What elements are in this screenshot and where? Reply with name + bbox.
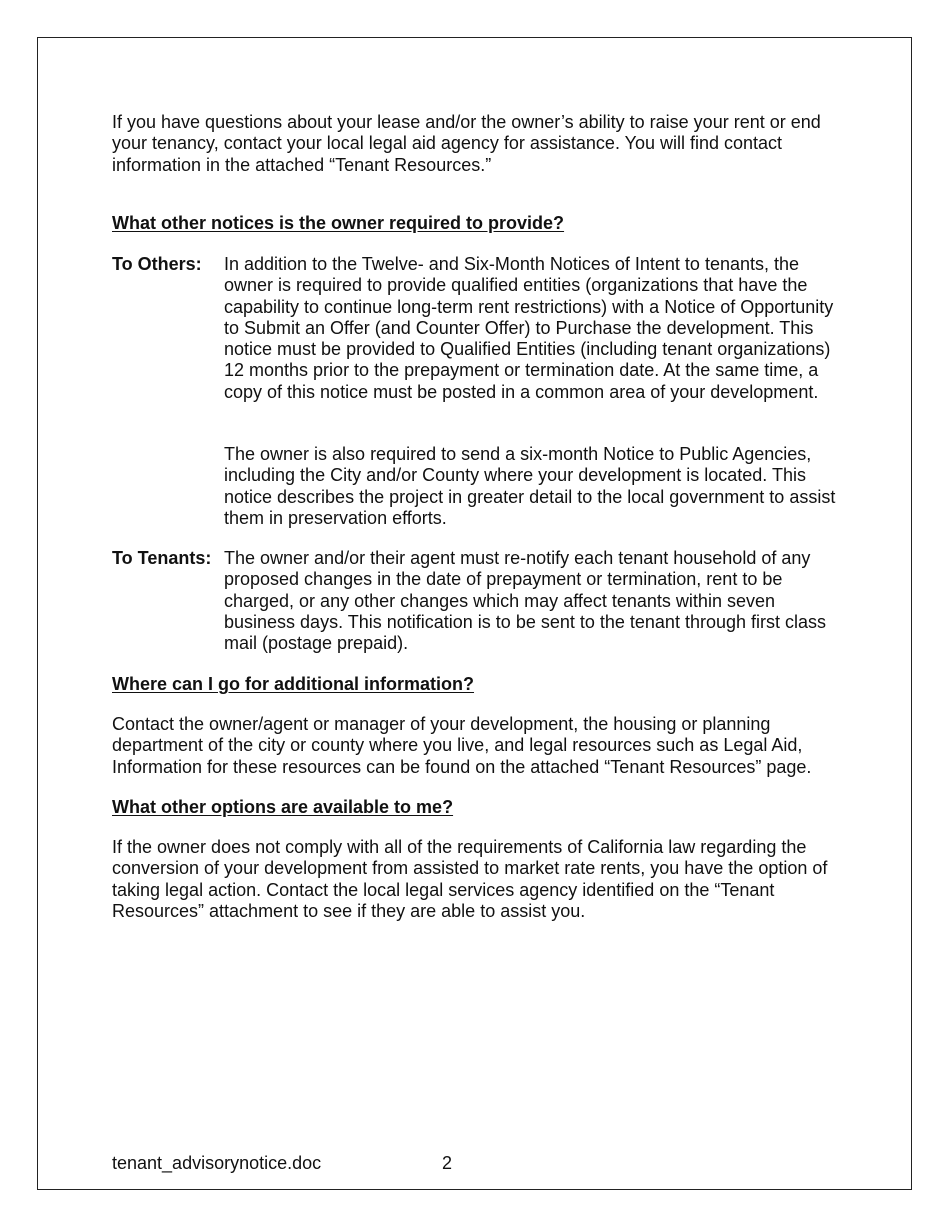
notices-heading: What other notices is the owner required to provide? (112, 213, 565, 233)
to-tenants-label: To Tenants: (112, 548, 212, 568)
additional-info-heading: Where can I go for additional information? (112, 674, 475, 694)
footer-filename: tenant_advisorynotice.doc (112, 1153, 322, 1173)
footer-page-number: 2 (442, 1153, 453, 1173)
additional-info-paragraph: Contact the owner/agent or manager of your development, the housing or planning department of the city or county where you live, and legal resources such as Legal Aid, Information for these resources can be found on the attached “Tenant Resources” page. (112, 714, 812, 777)
other-options-heading: What other options are available to me? (112, 797, 454, 817)
to-others-paragraph-1: In addition to the Twelve- and Six-Month Notices of Intent to tenants, the owner is required to provide qualified entities (organizations that have the capability to continue long-term rent restrictions) with a Notice of Opportunity to Submit an Offer (and Counter Offer) to Purchase the development. This notice must be provided to Qualified Entities (including tenant organizations) 12 months prior to the prepayment or termination date. At the same time, a copy of this notice must be posted in a common area of your development. (224, 254, 834, 402)
to-tenants-paragraph: The owner and/or their agent must re-notify each tenant household of any proposed changes in the date of prepayment or termination, rent to be charged, or any other changes which may affect tenants within seven business days. This notification is to be sent to the tenant through first class mail (postage prepaid). (224, 548, 826, 654)
to-others-label: To Others: (112, 254, 202, 274)
to-others-paragraph-2: The owner is also required to send a six-month Notice to Public Agencies, including the City and/or County where your development is located. This notice describes the project in greater detail to the local government to assist them in preservation efforts. (224, 444, 836, 528)
other-options-paragraph: If the owner does not comply with all of the requirements of California law regarding the conversion of your development from assisted to market rate rents, you have the option of taking legal action. Contact the local legal services agency identified on the “Tenant Resources” attachment to see if they are able to assist you. (112, 837, 828, 921)
intro-paragraph: If you have questions about your lease and/or the owner’s ability to raise your rent or end your tenancy, contact your local legal aid agency for assistance. You will find contact information in the attached “Tenant Resources.” (112, 112, 821, 175)
